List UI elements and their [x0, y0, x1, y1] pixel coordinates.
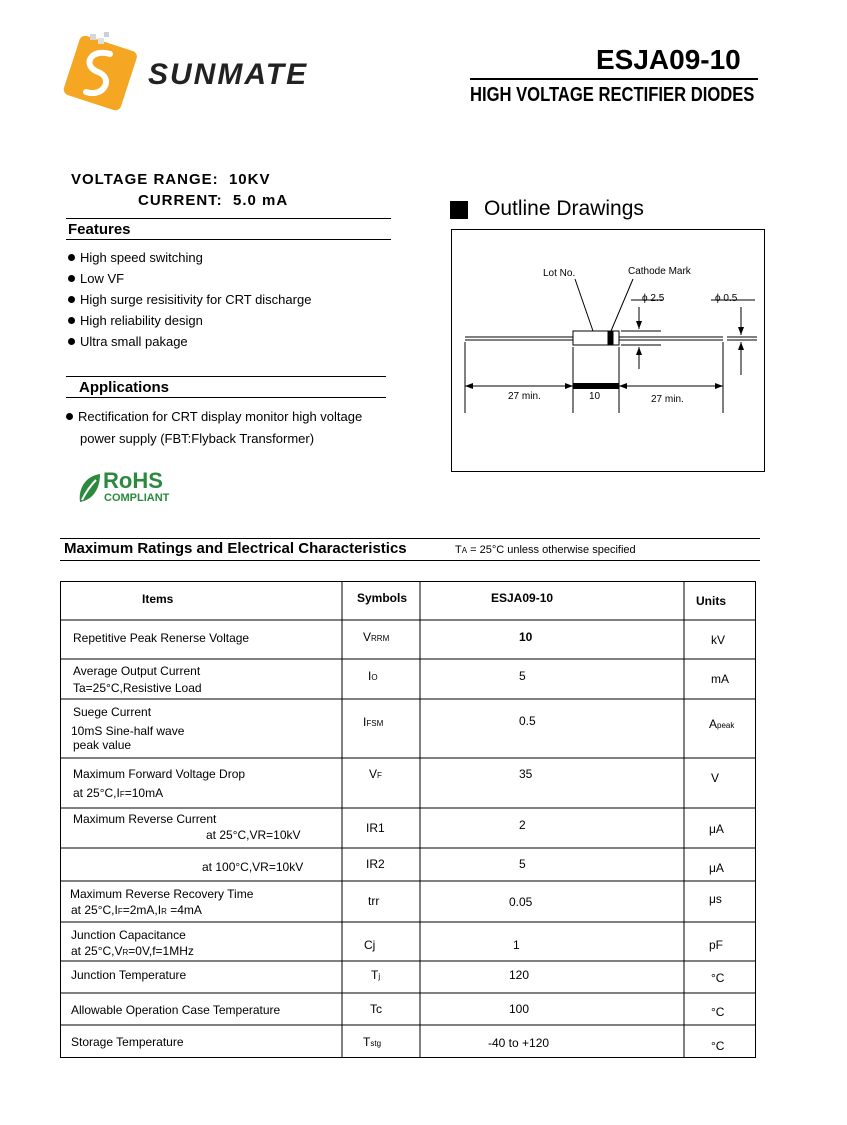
leaf-icon	[76, 472, 102, 504]
table-row-value: 100	[509, 1002, 530, 1016]
table-row-symbol: VF	[369, 767, 382, 781]
table-row-value: 5	[519, 669, 526, 683]
brand-wordmark: SUNMATE	[148, 58, 309, 91]
table-row-value: 120	[509, 968, 530, 982]
lead-diameter-label: ϕ 0.5	[715, 293, 738, 304]
table-row-unit: V	[711, 771, 720, 785]
table-row-unit: μs	[709, 892, 722, 906]
table-row-item-condition: at 25°C,IF=2mA,IR =4mA	[71, 903, 202, 917]
col-header-items: Items	[142, 592, 174, 606]
table-row-symbol: Tstg	[363, 1035, 382, 1049]
table-row-item-condition: Ta=25°C,Resistive Load	[73, 681, 202, 695]
table-row-item: Suege Current	[73, 705, 152, 719]
rohs-logo-text: RoHS	[103, 468, 163, 493]
table-row-item: at 100°C,VR=10kV	[202, 860, 304, 874]
application-item-continued: power supply (FBT:Flyback Transformer)	[80, 431, 315, 446]
table-row-unit: °C	[711, 1005, 725, 1019]
applications-bottom-rule	[66, 397, 386, 398]
table-row-symbol: trr	[368, 894, 380, 908]
table-row-item-condition: at 25°C,VR=0V,f=1MHz	[71, 944, 194, 958]
table-row-unit: °C	[711, 1039, 725, 1053]
table-row-item-condition: at 25°C,VR=10kV	[206, 828, 301, 842]
left-lead-length-label: 27 min.	[508, 391, 541, 402]
feature-item: High reliability design	[68, 313, 203, 328]
table-row-value: 0.05	[509, 895, 533, 909]
rohs-compliant-text: COMPLIANT	[104, 492, 170, 504]
table-row-symbol: Tj	[371, 968, 381, 982]
current-label: CURRENT: 5.0 mA	[138, 192, 289, 209]
document-subtitle: HIGH VOLTAGE RECTIFIER DIODES	[470, 84, 755, 106]
right-lead-length-label: 27 min.	[651, 394, 684, 405]
table-row-item: Allowable Operation Case Temperature	[71, 1003, 281, 1017]
section-square-icon	[450, 201, 468, 219]
application-item: Rectification for CRT display monitor high voltage	[66, 409, 362, 424]
cathode-mark-label: Cathode Mark	[628, 266, 691, 277]
table-row-unit: μA	[709, 861, 724, 875]
body-length-label: 10	[589, 391, 601, 402]
part-number-title: ESJA09-10	[596, 44, 741, 75]
table-row-symbol: IR1	[366, 821, 385, 835]
ratings-top-rule	[60, 538, 760, 539]
table-row-value: 5	[519, 857, 526, 871]
table-row-item: Maximum Reverse Recovery Time	[70, 887, 254, 901]
table-row-item: Junction Temperature	[71, 968, 187, 982]
voltage-range-value: 10KV	[228, 171, 271, 188]
table-row-value: 10	[519, 630, 533, 644]
ratings-bottom-rule	[60, 560, 760, 561]
brand-logo-icon	[60, 32, 140, 116]
table-row-item: Storage Temperature	[71, 1035, 184, 1049]
table-row-item: Repetitive Peak Renerse Voltage	[73, 631, 250, 645]
table-row-item: Junction Capacitance	[71, 928, 186, 942]
table-row-item-condition: 10mS Sine-half wave	[71, 724, 185, 738]
outline-drawings-title: Outline Drawings	[484, 197, 644, 220]
col-header-symbols: Symbols	[357, 591, 408, 605]
features-bottom-rule	[66, 239, 391, 240]
table-row-symbol: IR2	[366, 857, 385, 871]
col-header-units: Units	[696, 594, 726, 608]
applications-top-rule	[66, 376, 386, 377]
table-row-symbol: VRRM	[363, 630, 390, 644]
table-row-symbol: Tc	[370, 1002, 382, 1016]
title-divider	[470, 78, 758, 80]
table-row-value: 0.5	[519, 714, 536, 728]
table-row-unit: pF	[709, 938, 724, 952]
applications-heading: Applications	[79, 379, 170, 396]
table-row-item: Average Output Current	[73, 664, 201, 678]
table-row-value: -40 to +120	[488, 1036, 550, 1050]
table-row-unit: kV	[711, 633, 726, 647]
table-row-item-condition: at 25°C,IF=10mA	[73, 786, 164, 800]
feature-item: High surge resisitivity for CRT discharge	[68, 292, 311, 307]
current-value: 5.0 mA	[233, 192, 289, 209]
feature-item: Ultra small pakage	[68, 334, 188, 349]
lot-no-label: Lot No.	[543, 268, 576, 279]
diode-outline-drawing	[451, 229, 765, 472]
feature-item: Low VF	[68, 271, 124, 286]
table-row-unit: mA	[711, 672, 729, 686]
col-header-part: ESJA09-10	[491, 591, 554, 605]
table-row-item: Maximum Reverse Current	[73, 812, 217, 826]
table-row-symbol: IFSM	[363, 715, 384, 729]
ratings-title: Maximum Ratings and Electrical Characteristics	[64, 540, 407, 557]
table-row-item-condition: peak value	[73, 738, 132, 752]
table-row-unit: °C	[711, 971, 725, 985]
table-row-value: 35	[519, 767, 533, 781]
voltage-range-label: VOLTAGE RANGE: 10KV	[71, 171, 271, 188]
table-row-symbol: IO	[368, 669, 378, 683]
table-row-unit: Apeak	[709, 717, 735, 731]
table-row-item: Maximum Forward Voltage Drop	[73, 767, 246, 781]
table-row-value: 1	[513, 938, 520, 952]
table-row-symbol: Cj	[364, 938, 376, 952]
features-top-rule	[66, 218, 391, 219]
table-row-unit: μA	[709, 822, 724, 836]
ratings-condition-note: TA = 25°C unless otherwise specified	[455, 544, 636, 556]
body-diameter-label: ϕ 2.5	[642, 293, 665, 304]
feature-item: High speed switching	[68, 250, 203, 265]
table-row-value: 2	[519, 818, 526, 832]
features-heading: Features	[68, 221, 131, 238]
